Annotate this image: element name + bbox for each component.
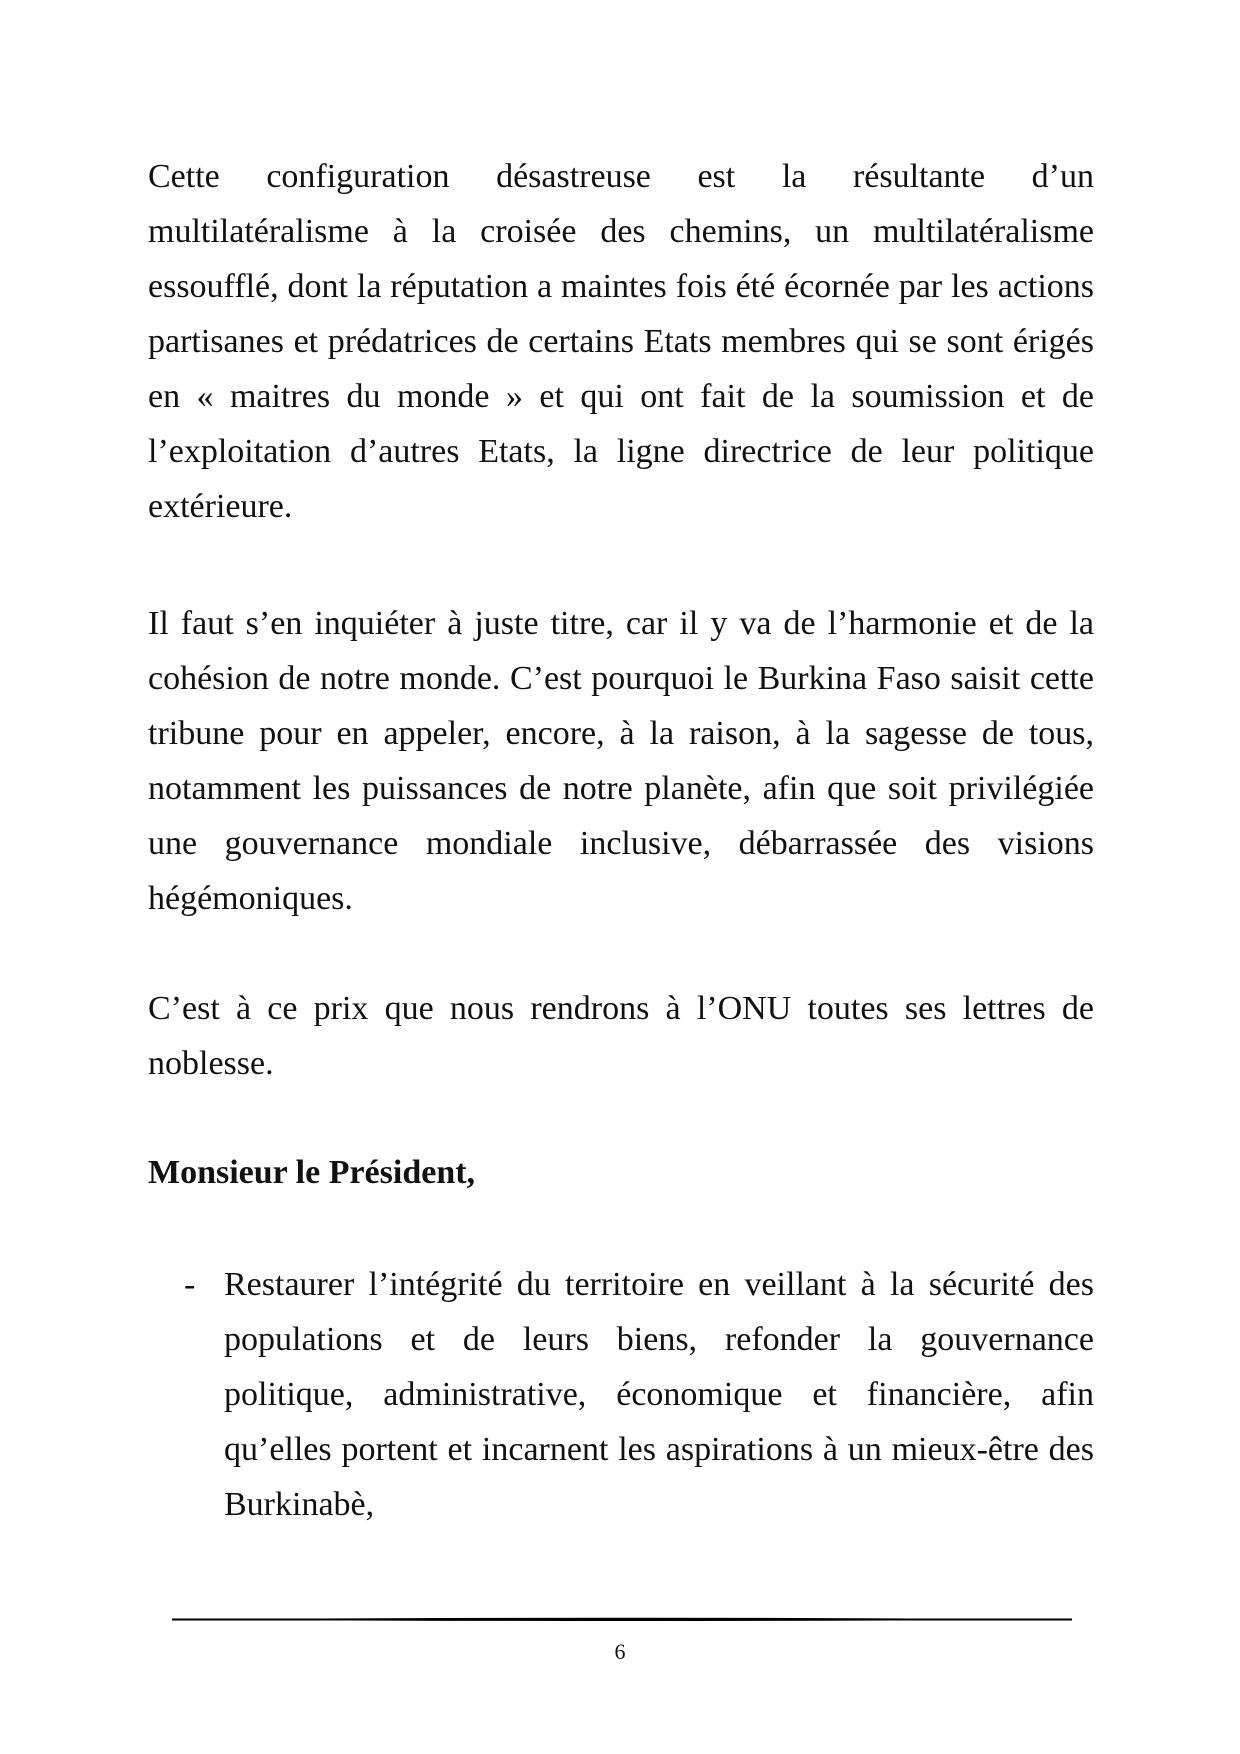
list-item-text: Restaurer l’intégrité du territoire en veillant à la sécurité des populations et de leurs biens, refonder la gouvernance politique, administrative, économique et financière, afin qu’elles portent et incarnent les aspirations à un mieux-être des Burkinabè, (224, 1266, 1094, 1523)
footer-rule (172, 1616, 1072, 1622)
paragraph-2: Il faut s’en inquiéter à juste titre, car il y va de l’harmonie et de la cohésion de notre monde. C’est pourquoi le Burkina Faso saisit cette tribune pour en appeler, encore, à la raison, à la sagesse de tous, notamment les puissances de notre planète, afin que soit privilégiée une gouvernance mondiale inclusive, débarrassée des visions hégémoniques. (148, 605, 1094, 917)
list-bullet: - (184, 1266, 196, 1303)
paragraph-1: Cette configuration désastreuse est la résultante d’un multilatéralisme à la croisée des chemins, un multilatéralisme essoufflé, dont la réputation a maintes fois été écornée par les actions partisanes et prédatrices de certains Etats membres qui se sont érigés en « maitres du monde » et qui ont fait de la soumission et de l’exploitation d’autres Etats, la ligne directrice de leur politique extérieure. (148, 158, 1094, 525)
paragraph-3: C’est à ce prix que nous rendrons à l’ONU toutes ses lettres de noblesse. (148, 990, 1094, 1082)
salutation-heading: Monsieur le Président, (148, 1154, 476, 1191)
footer-rule-line (172, 1616, 1072, 1622)
page-number: 6 (614, 1639, 626, 1664)
list-item (148, 1257, 1094, 1532)
